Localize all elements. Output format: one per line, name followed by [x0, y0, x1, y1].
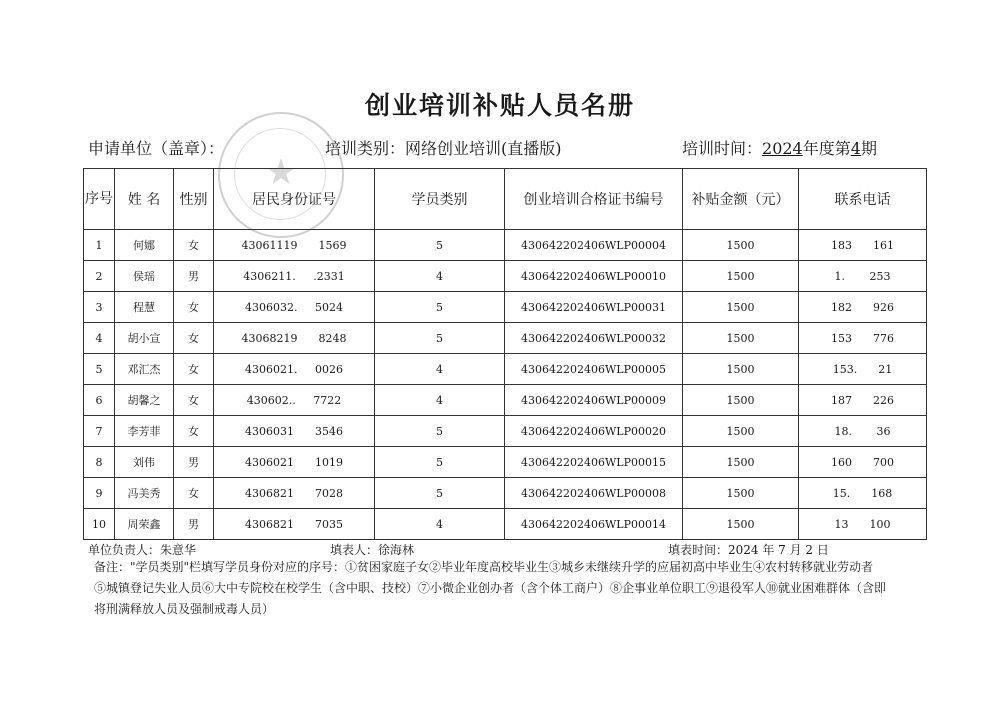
table-row: [84, 292, 927, 323]
cell-phone: 18. 36: [799, 416, 927, 447]
fill-date: 填表时间：2024 年 7 月 2 日: [668, 543, 829, 557]
cell-seq: 7: [84, 416, 115, 447]
cell-category: 4: [375, 261, 505, 292]
category-value: 网络创业培训(直播版): [405, 139, 562, 158]
cell-name: 胡馨之: [115, 385, 174, 416]
cell-seq: 9: [84, 478, 115, 509]
col-header-category: 学员类别: [375, 169, 505, 230]
cell-amount: 1500: [683, 323, 799, 354]
table-row: [84, 509, 927, 540]
remarks: [88, 557, 924, 620]
cell-amount: 1500: [683, 261, 799, 292]
cell-phone: 182 926: [799, 292, 927, 323]
cell-cert: 430642202406WLP00004: [505, 230, 683, 261]
cell-cert: 430642202406WLP00009: [505, 385, 683, 416]
cell-seq: 4: [84, 323, 115, 354]
roster-table: [83, 168, 927, 540]
col-header-name: 姓 名: [115, 169, 174, 230]
cell-amount: 1500: [683, 230, 799, 261]
cell-gender: 女: [174, 292, 214, 323]
cell-category: 4: [375, 509, 505, 540]
cell-phone: 15. 168: [799, 478, 927, 509]
cell-name: 李芳菲: [115, 416, 174, 447]
unit-label: 申请单位（盖章）：: [88, 139, 225, 158]
cell-name: 何娜: [115, 230, 174, 261]
cell-cert: 430642202406WLP00031: [505, 292, 683, 323]
cell-gender: 男: [174, 509, 214, 540]
cell-id: 4306032. 5024: [214, 292, 375, 323]
training-category: [325, 136, 562, 159]
col-header-amount: 补贴金额（元）: [683, 169, 799, 230]
table-row: [84, 230, 927, 261]
cell-gender: 女: [174, 323, 214, 354]
col-header-id: 居民身份证号: [214, 169, 375, 230]
form-filler: 填表人：徐海林: [330, 543, 415, 557]
remarks-line-1: 备注："学员类别"栏填写学员身份对应的序号：①贫困家庭子女②毕业年度高校毕业生③城乡未继续升学的应届初高中毕业生④农村转移就业劳动者: [94, 560, 874, 574]
cell-amount: 1500: [683, 354, 799, 385]
cell-category: 5: [375, 478, 505, 509]
cell-cert: 430642202406WLP00015: [505, 447, 683, 478]
cell-gender: 女: [174, 230, 214, 261]
remarks-line-3: 将刑满释放人员及强制戒毒人员）: [94, 602, 275, 616]
cell-gender: 女: [174, 478, 214, 509]
cell-name: 刘伟: [115, 447, 174, 478]
time-label: 培训时间：: [682, 139, 763, 158]
cell-category: 5: [375, 292, 505, 323]
cell-seq: 3: [84, 292, 115, 323]
cell-name: 程慧: [115, 292, 174, 323]
cell-category: 5: [375, 447, 505, 478]
table-header-row: [84, 169, 927, 230]
cell-seq: 5: [84, 354, 115, 385]
cell-amount: 1500: [683, 447, 799, 478]
cell-amount: 1500: [683, 478, 799, 509]
cell-name: 侯瑶: [115, 261, 174, 292]
cell-category: 5: [375, 323, 505, 354]
cell-cert: 430642202406WLP00014: [505, 509, 683, 540]
cell-name: 周荣鑫: [115, 509, 174, 540]
cell-id: 4306031 3546: [214, 416, 375, 447]
cell-gender: 女: [174, 354, 214, 385]
cell-phone: 160 700: [799, 447, 927, 478]
cell-amount: 1500: [683, 385, 799, 416]
cell-gender: 男: [174, 261, 214, 292]
cell-cert: 430642202406WLP00020: [505, 416, 683, 447]
cell-name: 邓汇杰: [115, 354, 174, 385]
cell-gender: 女: [174, 416, 214, 447]
col-header-gender: 性别: [174, 169, 214, 230]
document-title: 创业培训补贴人员名册: [364, 91, 635, 120]
cell-category: 4: [375, 354, 505, 385]
cell-amount: 1500: [683, 292, 799, 323]
cell-seq: 8: [84, 447, 115, 478]
cell-cert: 430642202406WLP00008: [505, 478, 683, 509]
table-row: [84, 323, 927, 354]
col-header-phone: 联系电话: [799, 169, 927, 230]
cell-id: 4306821 7028: [214, 478, 375, 509]
cell-category: 4: [375, 385, 505, 416]
table-row: [84, 354, 927, 385]
cell-phone: 13 100: [799, 509, 927, 540]
category-label: 培训类别：: [325, 139, 406, 158]
cell-seq: 1: [84, 230, 115, 261]
table-row: [84, 478, 927, 509]
col-header-seq: 序号: [84, 169, 115, 230]
cell-id: 430602.. 7722: [214, 385, 375, 416]
period-value: 4: [850, 139, 861, 158]
table-row: [84, 385, 927, 416]
cell-phone: 187 226: [799, 385, 927, 416]
responsible-person: 单位负责人：朱意华: [88, 543, 197, 557]
cell-phone: 153. 21: [799, 354, 927, 385]
table-row: [84, 416, 927, 447]
cell-seq: 2: [84, 261, 115, 292]
remarks-line-2: ⑤城镇登记失业人员⑥大中专院校在校学生（含中职、技校）⑦小微企业创办者（含个体工商户）⑧企事业单位职工⑨退役军人⑩就业困难群体（含即: [94, 581, 887, 595]
cell-id: 43061119 1569: [214, 230, 375, 261]
cell-cert: 430642202406WLP00010: [505, 261, 683, 292]
table-row: [84, 447, 927, 478]
cell-category: 5: [375, 416, 505, 447]
cell-category: 5: [375, 230, 505, 261]
year-suffix: 年度第: [802, 139, 851, 158]
cell-id: 4306021. 0026: [214, 354, 375, 385]
cell-phone: 183 161: [799, 230, 927, 261]
training-time: [682, 136, 877, 159]
cell-id: 43068219 8248: [214, 323, 375, 354]
cell-id: 4306021 1019: [214, 447, 375, 478]
cell-amount: 1500: [683, 416, 799, 447]
cell-gender: 女: [174, 385, 214, 416]
cell-cert: 430642202406WLP00005: [505, 354, 683, 385]
cell-phone: 1. 253: [799, 261, 927, 292]
cell-name: 胡小宣: [115, 323, 174, 354]
cell-phone: 153 776: [799, 323, 927, 354]
col-header-cert: 创业培训合格证书编号: [505, 169, 683, 230]
period-suffix: 期: [860, 139, 877, 158]
table-row: [84, 261, 927, 292]
cell-gender: 男: [174, 447, 214, 478]
year-value: 2024: [762, 139, 803, 158]
cell-id: 4306821 7035: [214, 509, 375, 540]
seal-star-icon: ★: [264, 152, 298, 193]
cell-seq: 10: [84, 509, 115, 540]
cell-cert: 430642202406WLP00032: [505, 323, 683, 354]
cell-id: 4306211. .2331: [214, 261, 375, 292]
cell-name: 冯美秀: [115, 478, 174, 509]
cell-amount: 1500: [683, 509, 799, 540]
cell-seq: 6: [84, 385, 115, 416]
